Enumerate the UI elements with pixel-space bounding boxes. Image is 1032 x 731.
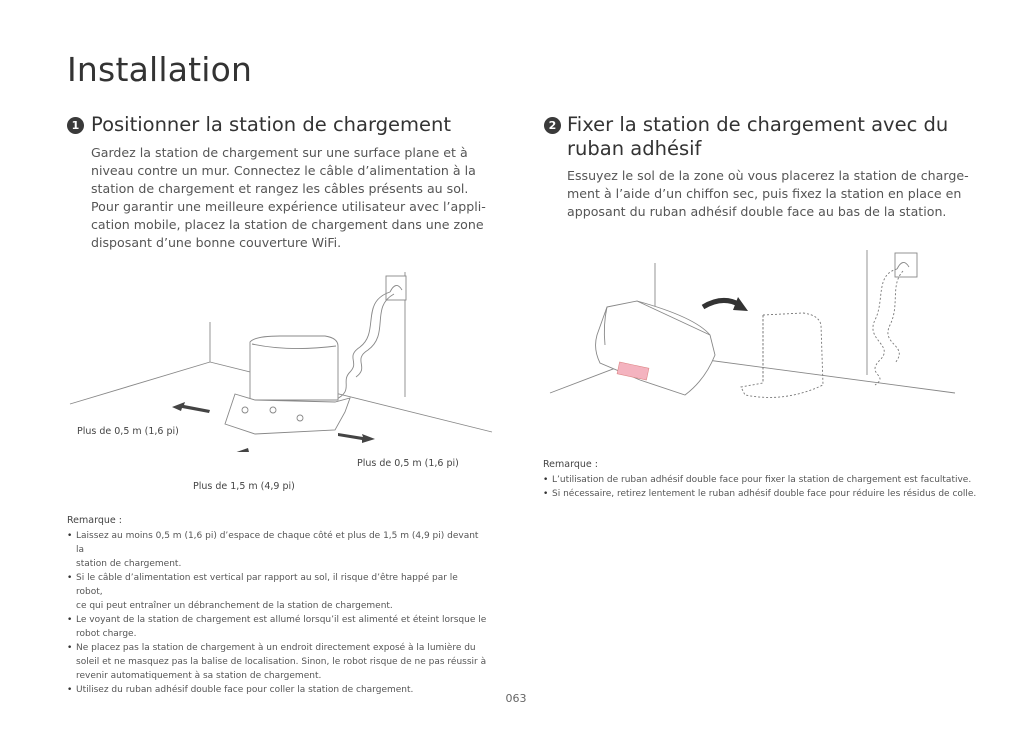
note-item: • Si nécessaire, retirez lentement le ruban adhésif double face pour réduire les résidus de colle. — [543, 487, 993, 501]
adhesive-tape-illustration — [545, 245, 975, 415]
step-2-heading: Fixer la station de chargement avec du ruban adhésif — [567, 113, 949, 160]
body-line: Essuyez le sol de la zone où vous placerez la station de charge- — [567, 168, 969, 183]
body-line: Pour garantir une meilleure expérience utilisateur avec l’appli- — [91, 199, 486, 214]
body-line: station de chargement et rangez les câbles présents au sol. — [91, 181, 469, 196]
note-item: • Ne placez pas la station de chargement à un endroit directement exposé à la lumière du soleil et ne masquez pas la balise de localisation. Sinon, le robot risque de ne pas réussir à revenir automatiquement à sa station de chargement. — [67, 641, 487, 683]
note-item: • Laissez au moins 0,5 m (1,6 pi) d’espace de chaque côté et plus de 1,5 m (4,9 pi) devant la station de chargement. — [67, 529, 487, 571]
body-line: apposant du ruban adhésif double face au bas de la station. — [567, 204, 947, 219]
clearance-left-label: Plus de 0,5 m (1,6 pi) — [77, 426, 179, 437]
note-item: • Utilisez du ruban adhésif double face pour coller la station de chargement. — [67, 683, 487, 697]
page-title: Installation — [67, 50, 253, 89]
body-line: disposant d’une bonne couverture WiFi. — [91, 235, 342, 250]
step-1-heading: Positionner la station de chargement — [91, 113, 452, 136]
clearance-front-label: Plus de 1,5 m (4,9 pi) — [193, 481, 295, 492]
note-item: • Le voyant de la station de chargement est allumé lorsqu’il est alimenté et éteint lorsque le robot charge. — [67, 613, 487, 641]
note-heading: Remarque : — [67, 515, 122, 526]
clearance-right-label: Plus de 0,5 m (1,6 pi) — [357, 458, 459, 469]
note-heading: Remarque : — [543, 459, 598, 470]
step-1-notes — [67, 514, 487, 697]
step-1-number: 1 — [67, 117, 84, 134]
step-1-body — [91, 144, 511, 252]
body-line: cation mobile, placez la station de chargement dans une zone — [91, 217, 484, 232]
step-2-number: 2 — [544, 117, 561, 134]
note-item: • Si le câble d’alimentation est vertical par rapport au sol, il risque d’être happé par le robot, ce qui peut entraîner un débranchement de la station de chargement. — [67, 571, 487, 613]
note-item: • L’utilisation de ruban adhésif double face pour fixer la station de chargement est facultative. — [543, 473, 993, 487]
body-line: Gardez la station de chargement sur une surface plane et à — [91, 145, 468, 160]
step-2-body — [567, 167, 987, 221]
body-line: niveau contre un mur. Connectez le câble d’alimentation à la — [91, 163, 476, 178]
step-2-notes — [543, 458, 993, 501]
body-line: ment à l’aide d’un chiffon sec, puis fixez la station en place en — [567, 186, 962, 201]
page-number: 063 — [505, 692, 527, 705]
charging-station-placement-illustration — [60, 262, 510, 452]
